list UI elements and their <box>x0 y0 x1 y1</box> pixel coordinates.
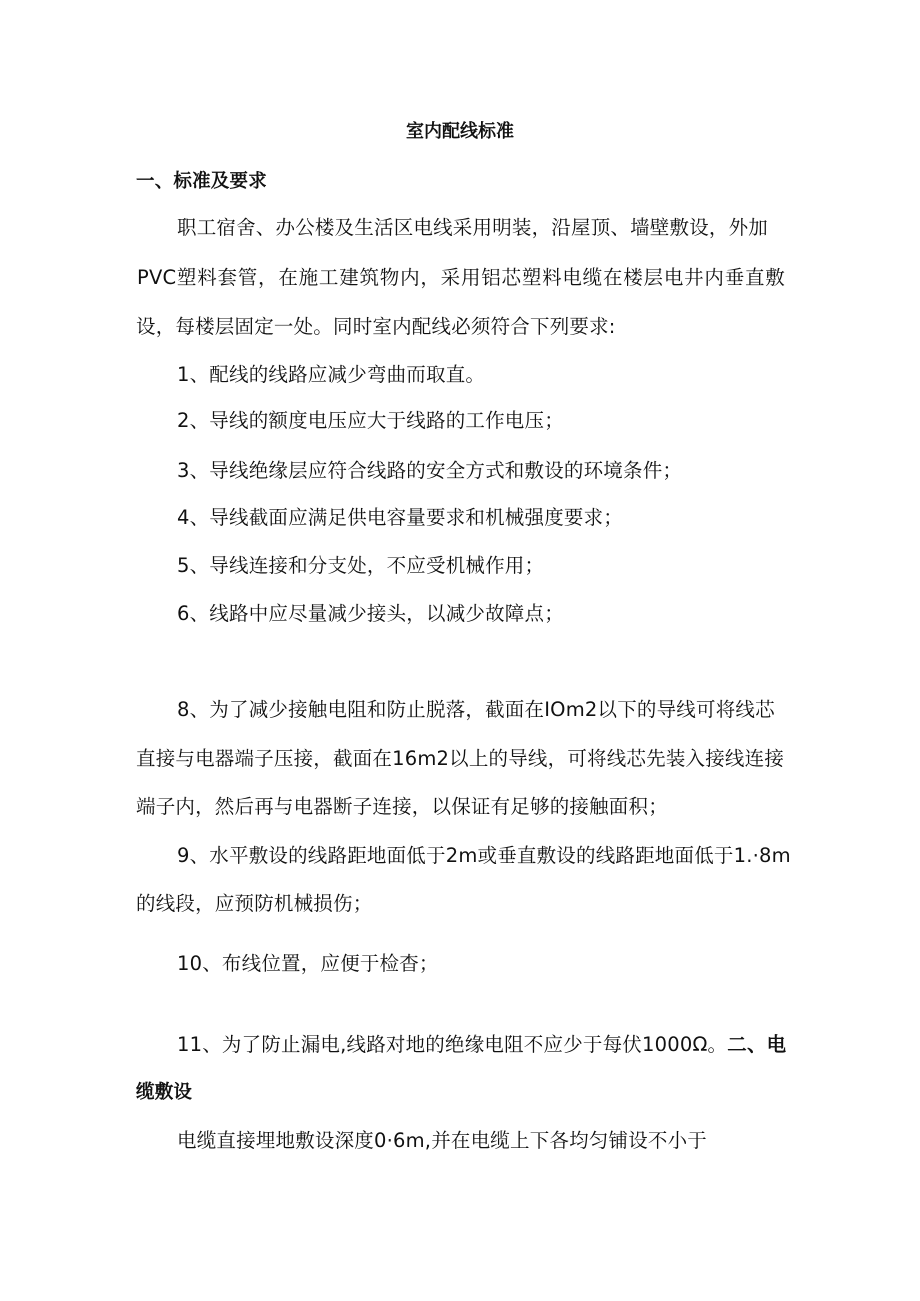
section1-heading: 一、标准及要求 <box>136 171 267 192</box>
list-item-4: 4、导线截面应满足供电容量要求和机械强度要求； <box>177 506 624 529</box>
list-item-9-line-1: 9、水平敷设的线路距地面低于2m或垂直敷设的线路距地面低于1.·8m <box>177 844 791 867</box>
intro-line-1: 职工宿舍、办公楼及生活区电线采用明装，沿屋顶、墙壁敷设，外加 <box>177 216 769 239</box>
list-item-6: 6、线路中应尽量减少接头，以减少故障点； <box>177 602 564 625</box>
list-item-2: 2、导线的额度电压应大于线路的工作电压； <box>177 409 564 432</box>
intro-line-3: 设，每楼层固定一处。同时室内配线必须符合下列要求: <box>136 315 616 338</box>
list-item-1: 1、配线的线路应减少弯曲而取直。 <box>177 363 486 386</box>
list-item-9-line-2: 的线段，应预防机械损伤； <box>136 892 373 915</box>
list-item-3: 3、导线绝缘层应符合线路的安全方式和敷设的环境条件； <box>177 459 683 482</box>
list-item-5: 5、导线连接和分支处，不应受机械作用； <box>177 554 545 577</box>
list-item-11-row <box>177 1032 786 1058</box>
list-item-8-line-1: 8、为了减少接触电阻和防止脱落，截面在IOm2以下的导线可将线芯 <box>177 698 775 721</box>
intro-line-2: PVC塑料套管，在施工建筑物内，采用铝芯塑料电缆在楼层电井内垂直敷 <box>137 266 785 289</box>
section2-text: 电缆直接埋地敷设深度0·6m,并在电缆上下各均匀铺设不小于 <box>177 1129 708 1152</box>
document-title: 室内配线标准 <box>406 121 514 142</box>
list-item-11: 11、为了防止漏电,线路对地的绝缘电阻不应少于每伏1000Ω。 <box>177 1033 728 1056</box>
list-item-8-line-3: 端子内，然后再与电器断子连接，以保证有足够的接触面积； <box>136 795 668 818</box>
list-item-10: 10、布线位置，应便于检杳； <box>177 952 439 975</box>
section2-heading-part1: 二、电 <box>727 1033 787 1056</box>
list-item-8-line-2: 直接与电器端子压接，截面在16m2以上的导线，可将线芯先装入接线连接 <box>136 747 785 770</box>
section2-heading-part2: 缆敷设 <box>136 1082 193 1103</box>
